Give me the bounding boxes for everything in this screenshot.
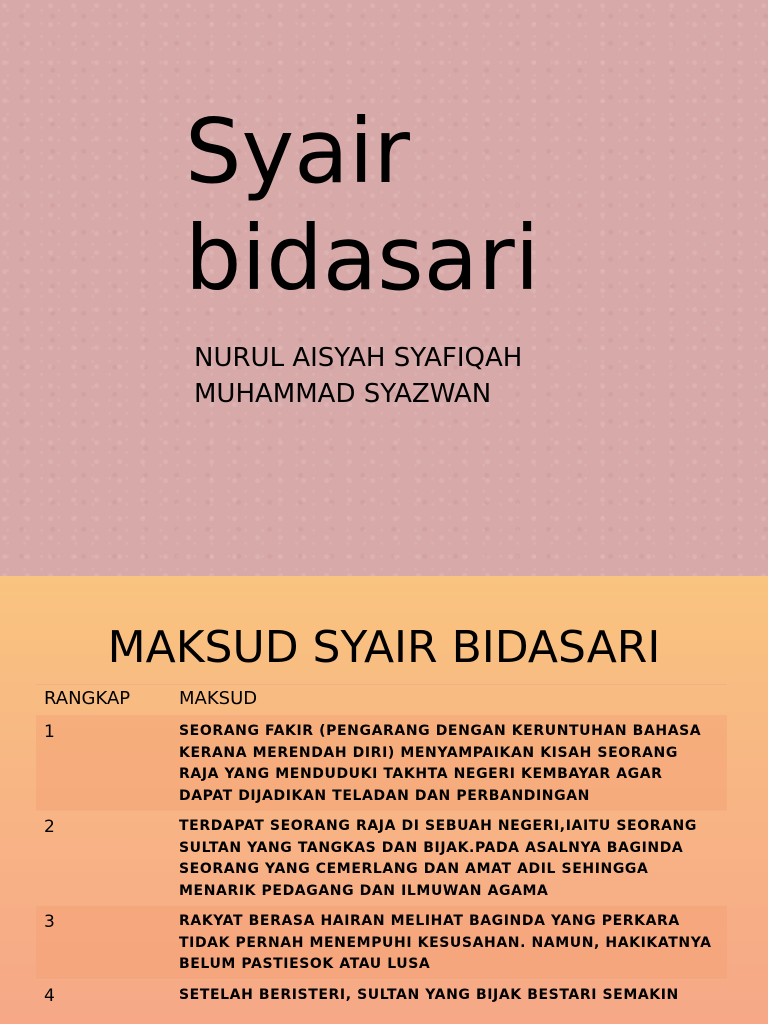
table-header-row bbox=[36, 685, 727, 716]
stanza-meaning: SETELAH BERISTERI, SULTAN YANG BIJAK BESTARI SEMAKIN bbox=[171, 979, 727, 1009]
table-row bbox=[36, 811, 727, 906]
title-line-1: Syair bbox=[185, 99, 411, 203]
column-header-maksud: MAKSUD bbox=[171, 685, 727, 716]
stanza-number: 1 bbox=[36, 716, 171, 811]
table-row bbox=[36, 979, 727, 1009]
author-list bbox=[194, 340, 714, 412]
author-name: NURUL AISYAH SYAFIQAH bbox=[194, 343, 523, 373]
stanza-number: 2 bbox=[36, 811, 171, 906]
stanza-number: 3 bbox=[36, 906, 171, 980]
table-row bbox=[36, 906, 727, 980]
column-header-rangkap: RANGKAP bbox=[36, 685, 171, 716]
meaning-slide bbox=[0, 576, 768, 1024]
stanza-meaning: RAKYAT BERASA HAIRAN MELIHAT BAGINDA YANG PERKARA TIDAK PERNAH MENEMPUHI KESUSAHAN. NAMUN, HAKIKATNYA BELUM PASTIESOK ATAU LUSA bbox=[171, 906, 727, 980]
meaning-table bbox=[36, 684, 727, 1009]
slide-title: MAKSUD SYAIR BIDASARI bbox=[107, 622, 661, 673]
stanza-meaning: SEORANG FAKIR (PENGARANG DENGAN KERUNTUHAN BAHASA KERANA MERENDAH DIRI) MENYAMPAIKAN KISAH SEORANG RAJA YANG MENDUDUKI TAKHTA NEGERI KEMBAYAR AGAR DAPAT DIJADIKAN TELADAN DAN PERBANDINGAN bbox=[171, 716, 727, 811]
slide-title bbox=[185, 98, 685, 312]
table-row bbox=[36, 716, 727, 811]
title-line-2: bidasari bbox=[185, 206, 540, 310]
stanza-number: 4 bbox=[36, 979, 171, 1009]
author-name: MUHAMMAD SYAZWAN bbox=[194, 379, 492, 409]
stanza-meaning: TERDAPAT SEORANG RAJA DI SEBUAH NEGERI,IAITU SEORANG SULTAN YANG TANGKAS DAN BIJAK.PADA ASALNYA BAGINDA SEORANG YANG CEMERLANG DAN AMAT ADIL SEHINGGA MENARIK PEDAGANG DAN ILMUWAN AGAMA bbox=[171, 811, 727, 906]
